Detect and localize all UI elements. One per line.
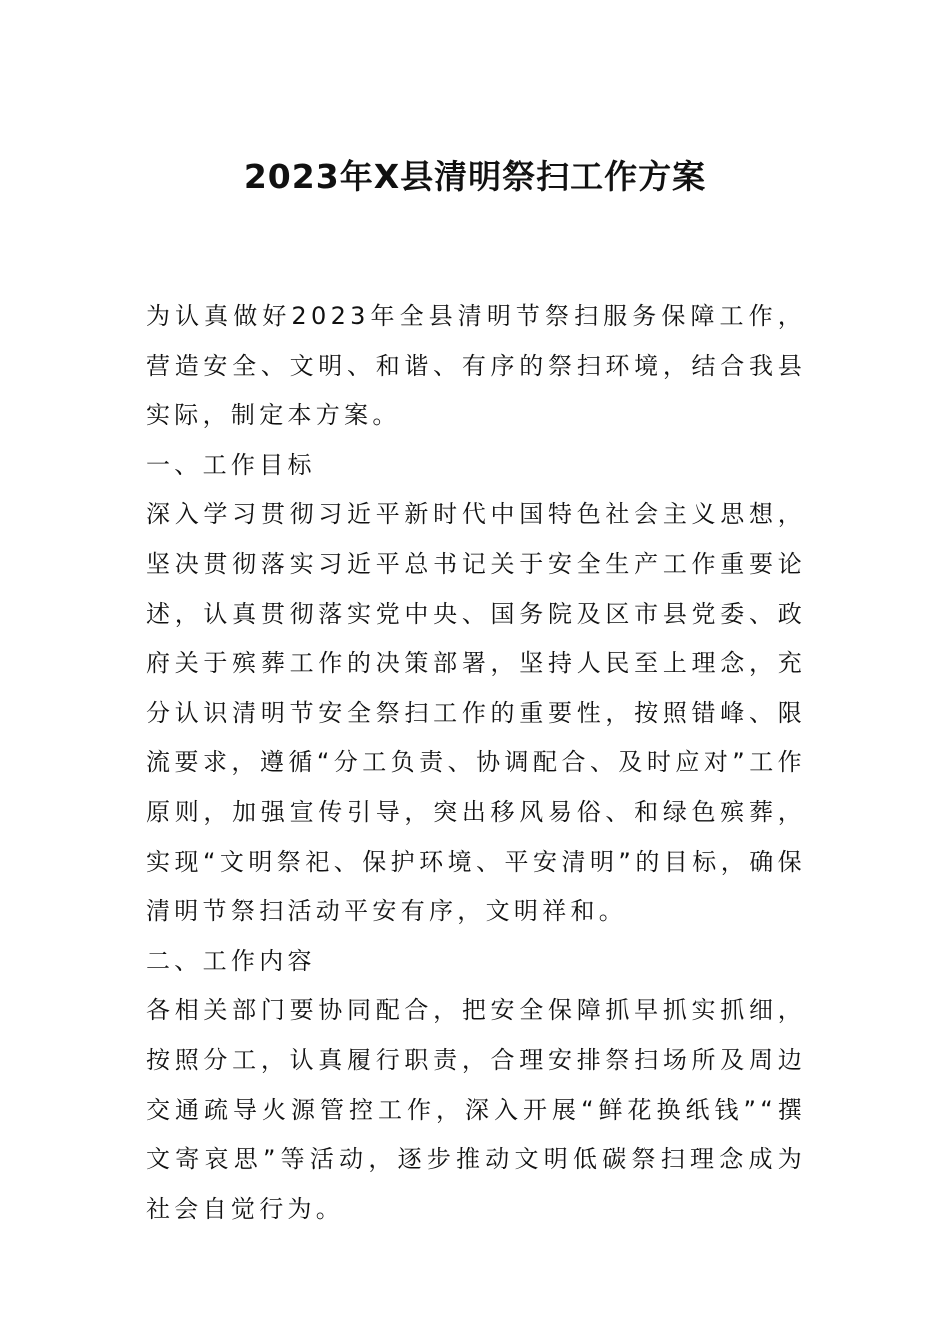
intro-paragraph: 为认真做好2023年全县清明节祭扫服务保障工作，营造安全、文明、和谐、有序的祭扫环境，结合我县实际，制定本方案。: [146, 302, 806, 430]
section-body-goals: 深入学习贯彻习近平新时代中国特色社会主义思想，坚决贯彻落实习近平总书记关于安全生产工作重要论述，认真贯彻落实党中央、国务院及区市县党委、政府关于殡葬工作的决策部署，坚持人民至上理念，充分认识清明节安全祭扫工作的重要性，按照错峰、限流要求，遵循“分工负责、协调配合、及时应对”工作原则，加强宣传引导，突出移风易俗、和绿色殡葬，实现“文明祭祀、保护环境、平安清明”的目标，确保清明节祭扫活动平安有序，文明祥和。: [146, 500, 806, 926]
section-body-content: 各相关部门要协同配合，把安全保障抓早抓实抓细，按照分工，认真履行职责，合理安排祭扫场所及周边交通疏导火源管控工作，深入开展“鲜花换纸钱”“撰文寄哀思”等活动，逐步推动文明低碳祭扫理念成为社会自觉行为。: [146, 996, 806, 1223]
section-heading-goals: 一、工作目标: [146, 450, 316, 479]
document-title: 2023年X县清明祭扫工作方案: [243, 157, 707, 196]
document-body: [146, 292, 806, 1234]
section-heading-content: 二、工作内容: [146, 946, 316, 975]
